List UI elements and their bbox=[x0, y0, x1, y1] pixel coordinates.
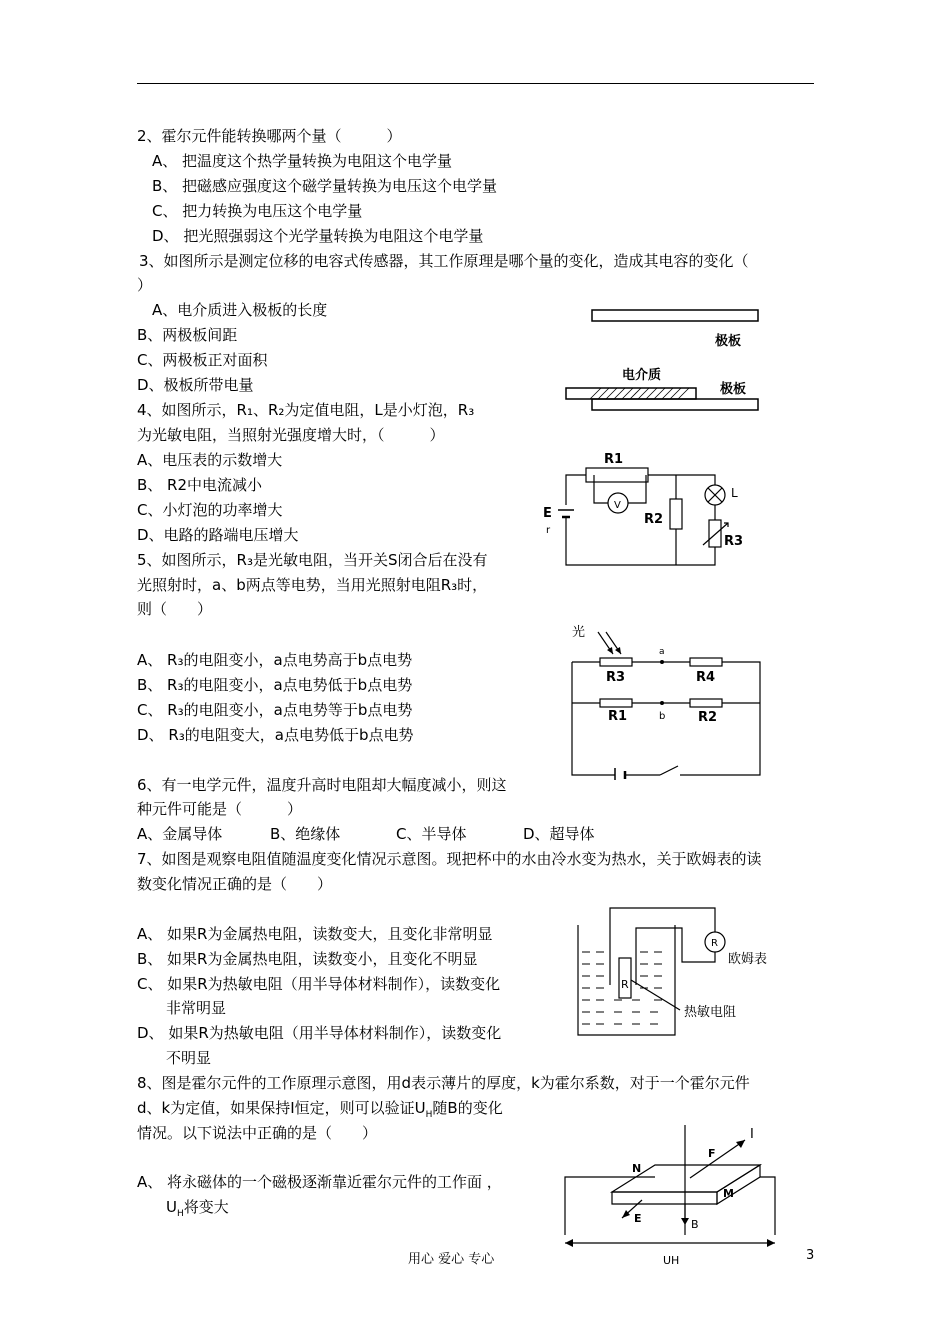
q8-option-a-u: U bbox=[166, 1198, 177, 1216]
r2-label: R2 bbox=[644, 512, 664, 527]
q3-option-b: B、两极板间距 bbox=[137, 326, 238, 344]
q4-option-a: A、电压表的示数增大 bbox=[137, 451, 283, 469]
r1-resistor bbox=[600, 699, 632, 707]
r1-resistor bbox=[586, 468, 648, 482]
q6-option-a: A、金属导体 bbox=[137, 825, 223, 843]
switch-s bbox=[660, 766, 678, 775]
q3-stem: 3、如图所示是测定位移的电容式传感器，其工作原理是哪个量的变化，造成其电容的变化（ bbox=[139, 252, 749, 270]
r4-label: R4 bbox=[696, 670, 716, 685]
point-a bbox=[660, 660, 664, 664]
q7-option-b: B、 如果R为金属热电阻，读数变小，且变化不明显 bbox=[137, 950, 478, 968]
q5-stem-cont: 光照射时，a、b两点等电势，当用光照射电阻R₃时， bbox=[137, 576, 488, 594]
q7-option-c-cont: 非常明显 bbox=[166, 999, 227, 1017]
e-label: E bbox=[634, 1212, 642, 1225]
b-label: B bbox=[691, 1218, 699, 1231]
q7-option-d: D、 如果R为热敏电阻（用半导体材料制作），读数变化 bbox=[137, 1024, 502, 1042]
q8-hall-element-figure bbox=[560, 1120, 780, 1270]
r2-resistor bbox=[690, 699, 722, 707]
q3-stem-cont: ） bbox=[137, 276, 153, 294]
b-arrowhead bbox=[681, 1218, 689, 1225]
q2-option-a: A、 把温度这个热学量转换为电阻这个电学量 bbox=[152, 152, 453, 170]
r1-label: R1 bbox=[604, 452, 624, 467]
q8-stem: 8、图是霍尔元件的工作原理示意图，用d表示薄片的厚度，k为霍尔系数，对于一个霍尔元件 bbox=[137, 1074, 750, 1092]
point-b bbox=[660, 701, 664, 705]
n-label: N bbox=[632, 1162, 642, 1175]
q7-stem: 7、如图是观察电阻值随温度变化情况示意图。现把杯中的水由冷水变为热水，关于欧姆表的读 bbox=[137, 850, 762, 868]
q5-option-a: A、 R₃的电阻变小，a点电势高于b点电势 bbox=[137, 651, 413, 669]
q2-option-d: D、 把光照强弱这个光学量转换为电阻这个电学量 bbox=[152, 227, 484, 245]
q6-stem-cont: 种元件可能是（ ） bbox=[137, 800, 303, 818]
uh-lead-left bbox=[565, 1177, 655, 1235]
q5-stem-end: 则（ ） bbox=[137, 600, 213, 618]
q4-option-c: C、小灯泡的功率增大 bbox=[137, 501, 283, 519]
q5-option-b: B、 R₃的电阻变小，a点电势低于b点电势 bbox=[137, 676, 413, 694]
thermistor-label: 热敏电阻 bbox=[684, 1005, 737, 1020]
current-label: I bbox=[750, 1127, 754, 1142]
q5-stem: 5、如图所示，R₃是光敏电阻，当开关S闭合后在没有 bbox=[137, 551, 488, 569]
q8-stem-cont-tail: 随B的变化 bbox=[432, 1099, 503, 1117]
ohmmeter-label: 欧姆表 bbox=[728, 952, 768, 967]
hall-plate-front bbox=[612, 1192, 717, 1204]
r1-label: R1 bbox=[608, 709, 628, 724]
light-arrow-1 bbox=[607, 647, 613, 654]
q2-stem: 2、霍尔元件能转换哪两个量（ ） bbox=[137, 127, 402, 145]
q4-stem: 4、如图所示，R₁、R₂为定值电阻，L是小灯泡，R₃ bbox=[137, 401, 475, 419]
q4-option-d: D、电路的路端电压增大 bbox=[137, 526, 299, 544]
q7-option-c: C、 如果R为热敏电阻（用半导体材料制作），读数变化 bbox=[137, 975, 501, 993]
q4-stem-cont: 为光敏电阻，当照射光强度增大时，（ ） bbox=[137, 426, 445, 444]
q7-option-d-cont: 不明显 bbox=[166, 1049, 212, 1067]
q8-option-a-tail: 将变大 bbox=[183, 1198, 229, 1216]
q7-stem-cont: 数变化情况正确的是（ ） bbox=[137, 875, 333, 893]
internal-r-label: r bbox=[546, 525, 551, 536]
ohmmeter-symbol: R bbox=[711, 938, 718, 949]
f-label: F bbox=[708, 1147, 716, 1160]
q2-option-b: B、 把磁感应强度这个磁学量转换为电压这个电学量 bbox=[152, 177, 498, 195]
dielectric-hatch bbox=[590, 388, 689, 399]
q5-option-d: D、 R₃的电阻变大，a点电势低于b点电势 bbox=[137, 726, 414, 744]
m-label: M bbox=[723, 1187, 734, 1200]
emf-label: E bbox=[543, 506, 552, 521]
light-arrow-2 bbox=[615, 647, 621, 654]
r2-resistor bbox=[670, 499, 682, 529]
point-a-label: a bbox=[659, 647, 665, 657]
q5-circuit-figure bbox=[560, 620, 770, 780]
q8-option-a: A、 将永磁体的一个磁极逐渐靠近霍尔元件的工作面 ， bbox=[137, 1173, 502, 1191]
footer-motto: 用心 爱心 专心 bbox=[408, 1252, 495, 1267]
q2-option-c: C、 把力转换为电压这个电学量 bbox=[152, 202, 363, 220]
page-number: 3 bbox=[806, 1248, 815, 1263]
q7-option-a: A、 如果R为金属热电阻，读数变大，且变化非常明显 bbox=[137, 925, 493, 943]
uh-arrow-right bbox=[767, 1239, 775, 1247]
q8-option-a-cont bbox=[166, 1197, 229, 1224]
current-arrow bbox=[690, 1140, 745, 1178]
q6-option-b: B、绝缘体 bbox=[270, 825, 341, 843]
r3-label: R3 bbox=[606, 670, 626, 685]
q5-option-c: C、 R₃的电阻变小，a点电势等于b点电势 bbox=[137, 701, 413, 719]
header-rule bbox=[137, 83, 814, 84]
dielectric-label: 电介质 bbox=[622, 368, 662, 383]
lamp-label: L bbox=[731, 486, 738, 500]
point-b-label: b bbox=[659, 711, 666, 722]
r4-resistor bbox=[690, 658, 722, 666]
r3-label: R3 bbox=[724, 534, 744, 549]
r2-label: R2 bbox=[698, 710, 718, 725]
thermistor-pointer bbox=[631, 980, 680, 1010]
r3-resistor bbox=[709, 520, 721, 547]
current-arrowhead bbox=[736, 1140, 745, 1148]
q6-stem: 6、有一电学元件，温度升高时电阻却大幅度减小，则这 bbox=[137, 776, 507, 794]
light-label: 光 bbox=[572, 625, 586, 640]
uh-lead-right bbox=[760, 1177, 775, 1235]
q8-stem-cont-text: d、k为定值，如果保持I恒定，则可以验证U bbox=[137, 1099, 426, 1117]
q4-circuit-figure bbox=[538, 445, 758, 575]
q8-option-a-subscript: H bbox=[176, 1209, 184, 1219]
uh-label: UH bbox=[663, 1254, 680, 1267]
q3-option-d: D、极板所带电量 bbox=[137, 376, 254, 394]
q4-option-b: B、 R2中电流减小 bbox=[137, 476, 263, 494]
q3-option-c: C、两极板正对面积 bbox=[137, 351, 268, 369]
q8-stem-cont bbox=[137, 1098, 503, 1125]
uh-arrow-left bbox=[565, 1239, 573, 1247]
bottom-plate bbox=[592, 399, 758, 410]
q3-option-a: A、电介质进入极板的长度 bbox=[152, 301, 328, 319]
q8-uh-subscript: H bbox=[425, 1110, 433, 1120]
top-plate-label: 极板 bbox=[715, 334, 742, 349]
bottom-plate-label: 极板 bbox=[720, 382, 747, 397]
q6-option-c: C、半导体 bbox=[396, 825, 467, 843]
q8-stem-end: 情况。以下说法中正确的是（ ） bbox=[137, 1124, 378, 1142]
top-plate bbox=[592, 310, 758, 321]
capacitor-sensor-figure bbox=[560, 300, 770, 415]
q7-thermistor-figure bbox=[570, 900, 785, 1040]
thermistor-r-label: R bbox=[621, 978, 629, 991]
voltmeter-label: V bbox=[614, 500, 621, 511]
r3-resistor bbox=[600, 658, 632, 666]
q6-option-d: D、超导体 bbox=[523, 825, 595, 843]
